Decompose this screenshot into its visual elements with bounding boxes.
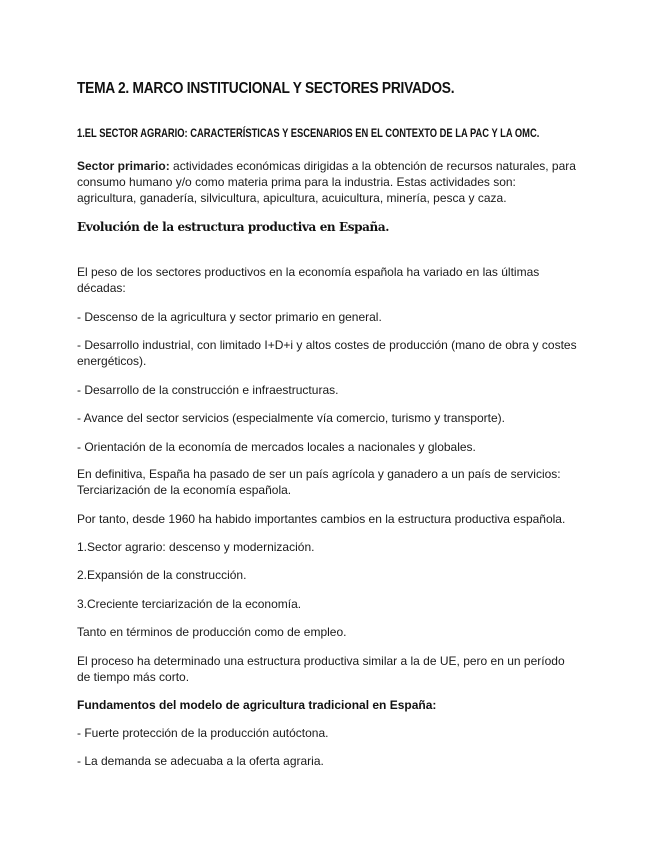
fundamentos-heading: Fundamentos del modelo de agricultura tradicional en España: — [77, 698, 437, 712]
document-title: TEMA 2. MARCO INSTITUCIONAL Y SECTORES PRIVADOS. — [77, 80, 455, 97]
sector-primario-label: Sector primario: — [77, 159, 170, 173]
list-item: - Avance del sector servicios (especialmente vía comercio, turismo y transporte). — [77, 411, 505, 425]
numbered-item: 2.Expansión de la construcción. — [77, 568, 247, 582]
list-item: - Orientación de la economía de mercados locales a nacionales y globales. — [77, 440, 476, 454]
list-item: - Descenso de la agricultura y sector primario en general. — [77, 310, 382, 324]
list-item: - Desarrollo industrial, con limitado I+D+i y altos costes de producción (mano de obra y costes energéticos). — [77, 338, 577, 368]
paragraph-produccion-empleo: Tanto en términos de producción como de empleo. — [77, 625, 347, 639]
sector-primario-paragraph — [77, 158, 577, 206]
evolucion-heading: Evolución de la estructura productiva en España. — [77, 220, 389, 234]
numbered-item: 1.Sector agrario: descenso y modernización. — [77, 540, 315, 554]
list-item: - Fuerte protección de la producción autóctona. — [77, 726, 329, 740]
numbered-item: 3.Creciente terciarización de la economía. — [77, 597, 302, 611]
paragraph-intro: El peso de los sectores productivos en la economía española ha variado en las últimas décadas: — [77, 265, 540, 295]
section-subtitle: 1.EL SECTOR AGRARIO: CARACTERÍSTICAS Y ESCENARIOS EN EL CONTEXTO DE LA PAC Y LA OMC. — [77, 126, 540, 140]
list-item: - Desarrollo de la construcción e infraestructuras. — [77, 383, 339, 397]
list-item: - La demanda se adecuaba a la oferta agraria. — [77, 754, 324, 768]
sector-primario-text: actividades económicas dirigidas a la obtención de recursos naturales, para consumo humano y/o como materia prima para la industria. Estas actividades son: agricultura, ganadería, silvicultura, apicultura, acuicultura, minería, pesca y caza. — [77, 159, 576, 205]
paragraph-proceso: El proceso ha determinado una estructura productiva similar a la de UE, pero en un período de tiempo más corto. — [77, 654, 565, 684]
paragraph-cambios: Por tanto, desde 1960 ha habido importantes cambios en la estructura productiva española. — [77, 512, 566, 526]
paragraph-conclusion: En definitiva, España ha pasado de ser un país agrícola y ganadero a un país de servicios: Terciarización de la economía española. — [77, 467, 561, 497]
